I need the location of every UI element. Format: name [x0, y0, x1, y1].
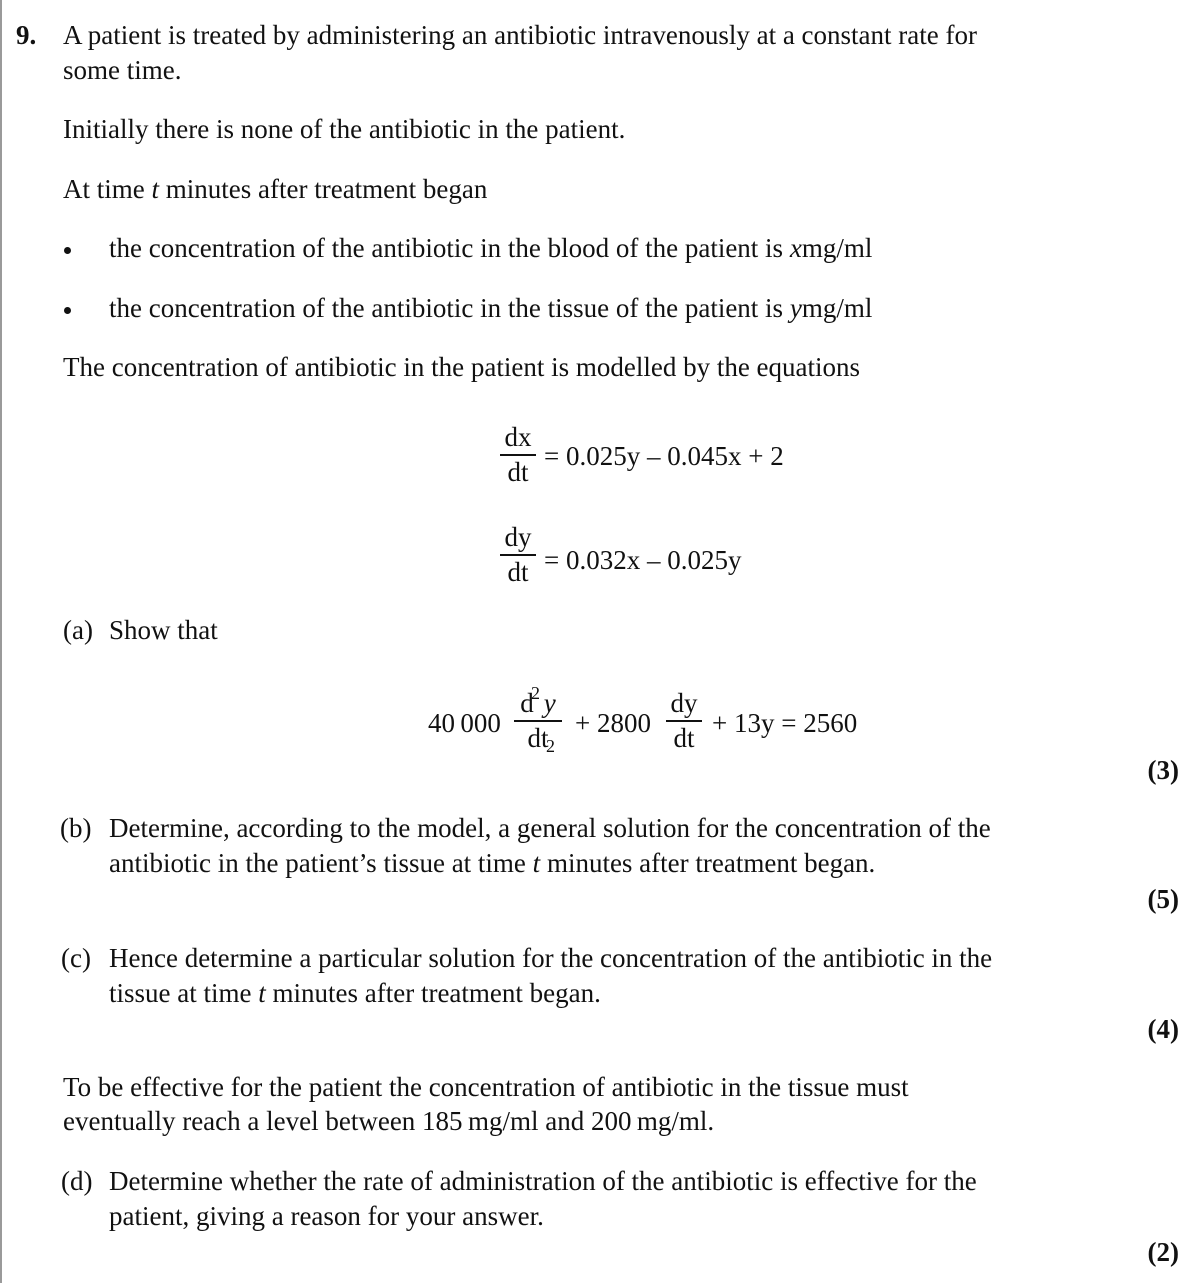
part-c-line-1: Hence determine a particular solution for the concentration of the antibiotic in the — [109, 943, 993, 973]
numerator-exponent: 2 — [531, 683, 540, 703]
effective-line-2: eventually reach a level between 185 mg/ml and 200 mg/ml. — [63, 1106, 715, 1136]
part-c-line-2-pre: tissue at time — [109, 978, 259, 1008]
part-c-line-2-post: minutes after treatment began. — [265, 978, 601, 1008]
part-b-line-2-post: minutes after treatment began. — [540, 848, 876, 878]
at-time-pre: At time — [63, 174, 152, 204]
part-d-label: (d) — [61, 1166, 93, 1196]
second-derivative-denominator: dt — [527, 722, 549, 753]
eq2-rhs: = 0.032x – 0.025y — [544, 545, 742, 575]
first-derivative-denominator: dt — [673, 722, 695, 753]
eq1-rhs: = 0.025y – 0.045x + 2 — [544, 441, 784, 471]
effective-line-1: To be effective for the patient the concentration of antibiotic in the tissue must — [63, 1072, 909, 1102]
bullet-tissue — [109, 295, 872, 322]
bullet-blood-var: x — [789, 233, 802, 263]
bullet-icon — [64, 307, 71, 314]
bullet-tissue-var: y — [789, 293, 802, 323]
first-derivative — [666, 690, 702, 752]
at-time-post: minutes after treatment began — [159, 174, 488, 204]
eq1-derivative — [500, 424, 536, 486]
at-time-line — [63, 176, 487, 203]
first-derivative-numerator: dy — [670, 688, 698, 718]
part-a-text: Show that — [109, 615, 218, 645]
bullet-blood-text: the concentration of the antibiotic in the blood of the patient is — [109, 233, 790, 263]
part-b-label: (b) — [60, 813, 92, 843]
part-a-term2-coef: + 2800 — [575, 708, 651, 738]
denominator-exponent: 2 — [546, 736, 555, 756]
part-a-rest: + 13y = 2560 — [712, 708, 858, 738]
initial-condition-text: Initially there is none of the antibiotic in the patient. — [63, 114, 626, 144]
question-number: 9. — [16, 20, 37, 50]
eq2-derivative — [500, 524, 536, 586]
part-b-marks: (5) — [1147, 884, 1179, 914]
eq2-denominator: dt — [507, 556, 529, 587]
time-variable: t — [532, 848, 541, 878]
part-c-marks: (4) — [1147, 1014, 1179, 1044]
bullet-blood-unit: mg/ml — [801, 233, 873, 263]
part-d-line-2: patient, giving a reason for your answer. — [109, 1201, 544, 1231]
part-a-marks: (3) — [1147, 755, 1179, 785]
part-b-line-2-pre: antibiotic in the patient’s tissue at time — [109, 848, 533, 878]
intro-line-2: some time. — [63, 55, 182, 85]
part-d-line-1: Determine whether the rate of administration of the antibiotic is effective for the — [109, 1166, 977, 1196]
part-b-line-2 — [109, 850, 875, 877]
eq2-numerator: dy — [504, 522, 532, 552]
part-c-label: (c) — [61, 943, 91, 973]
part-a-label: (a) — [63, 615, 93, 645]
eq1-numerator: dx — [504, 422, 532, 452]
bullet-tissue-text: the concentration of the antibiotic in the tissue of the patient is — [109, 293, 790, 323]
intro-line-1: A patient is treated by administering an antibiotic intravenously at a constant rate for — [63, 20, 977, 50]
bullet-icon — [64, 247, 71, 254]
part-c-line-2 — [109, 980, 601, 1007]
fraction-bar — [500, 454, 536, 456]
fraction-bar — [514, 720, 562, 722]
time-variable: t — [258, 978, 266, 1008]
fraction-bar — [500, 554, 536, 556]
part-b-line-1: Determine, according to the model, a general solution for the concentration of the — [109, 813, 991, 843]
modelled-text: The concentration of antibiotic in the patient is modelled by the equations — [63, 352, 861, 382]
left-margin-rule — [0, 0, 2, 1283]
bullet-blood — [109, 235, 872, 262]
d2-d: d — [520, 688, 534, 718]
time-variable: t — [151, 174, 160, 204]
bullet-tissue-unit: mg/ml — [801, 293, 873, 323]
fraction-bar — [666, 720, 702, 722]
d2-var: y — [543, 688, 556, 718]
part-d-marks: (2) — [1147, 1237, 1179, 1267]
part-a-coefficient: 40 000 — [428, 708, 501, 738]
eq1-denominator: dt — [507, 456, 529, 487]
